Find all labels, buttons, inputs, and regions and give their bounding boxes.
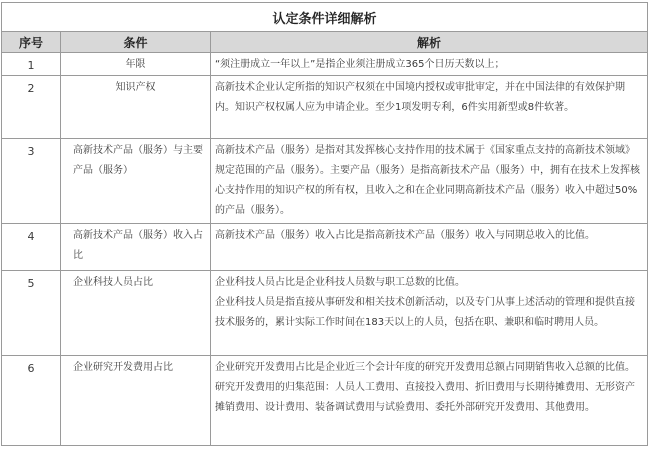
table-row	[2, 271, 648, 356]
table-row	[2, 139, 648, 224]
analysis-paragraph: 企业研究开发费用占比是企业近三个会计年度的研究开发费用总额占同期销售收入总额的比值。研究开发费用的归集范围：人员人工费用、直接投入费用、折旧费用与长期待摊费用、无形资产摊销费用、设计费用、装备调试费用与试验费用、委托外部研究开发费用、其他费用。	[215, 362, 635, 413]
row-condition: 企业科技人员占比	[61, 271, 211, 356]
row-analysis	[211, 356, 648, 446]
row-number: 5	[2, 271, 61, 356]
analysis-paragraph: 高新技术企业认定所指的知识产权须在中国境内授权或审批审定，并在中国法律的有效保护期内。知识产权权属人应为申请企业。至少1项发明专利，6件实用新型或8件软著。	[215, 82, 625, 113]
analysis-paragraph: 企业科技人员是指直接从事研发和相关技术创新活动，以及专门从事上述活动的管理和提供直接技术服务的，累计实际工作时间在183天以上的人员，包括在职、兼职和临时聘用人员。	[215, 297, 635, 328]
table-row	[2, 356, 648, 446]
row-condition: 高新技术产品（服务）收入占比	[61, 224, 211, 271]
header-no: 序号	[2, 32, 61, 53]
row-condition: 知识产权	[61, 76, 211, 139]
row-condition: 高新技术产品（服务）与主要产品（服务）	[61, 139, 211, 224]
row-analysis	[211, 53, 648, 76]
analysis-paragraph: 高新技术产品（服务）收入占比是指高新技术产品（服务）收入与同期总收入的比值。	[215, 230, 595, 241]
row-analysis	[211, 139, 648, 224]
row-analysis	[211, 224, 648, 271]
certification-conditions-table	[1, 2, 648, 446]
analysis-paragraph: “须注册成立一年以上”是指企业须注册成立365个日历天数以上；	[215, 59, 505, 70]
row-number: 6	[2, 356, 61, 446]
row-number: 3	[2, 139, 61, 224]
row-number: 4	[2, 224, 61, 271]
row-condition: 企业研究开发费用占比	[61, 356, 211, 446]
row-number: 2	[2, 76, 61, 139]
row-number: 1	[2, 53, 61, 76]
header-condition: 条件	[61, 32, 211, 53]
table-row	[2, 76, 648, 139]
analysis-paragraph: 企业科技人员占比是企业科技人员数与职工总数的比值。	[215, 277, 465, 288]
table-row	[2, 224, 648, 271]
table-header-row	[2, 32, 648, 53]
analysis-paragraph: 高新技术产品（服务）是指对其发挥核心支持作用的技术属于《国家重点支持的高新技术领域》规定范围的产品（服务）。主要产品（服务）是指高新技术产品（服务）中，拥有在技术上发挥核心支持作用的知识产权的所有权，且收入之和在企业同期高新技术产品（服务）收入中超过50%的产品（服务）。	[215, 145, 640, 216]
row-condition: 年限	[61, 53, 211, 76]
row-analysis	[211, 271, 648, 356]
row-analysis	[211, 76, 648, 139]
table-row	[2, 53, 648, 76]
header-analysis: 解析	[211, 32, 648, 53]
table-title: 认定条件详细解析	[2, 3, 648, 32]
